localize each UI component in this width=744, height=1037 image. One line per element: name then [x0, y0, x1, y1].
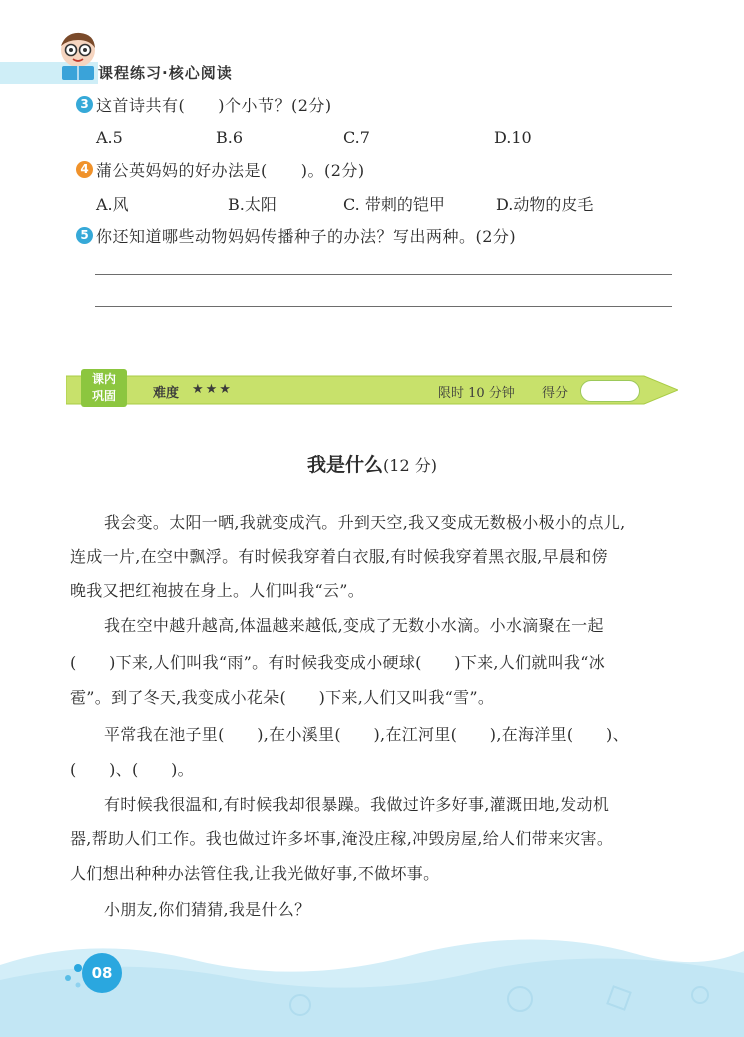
question-number-badge: 4 [76, 161, 93, 178]
time-limit: 限时 10 分钟 [438, 386, 515, 401]
passage-line: ( )下来,人们叫我“雨”。有时候我变成小硬球( )下来,人们就叫我“冰 [70, 653, 606, 672]
passage-line: 晚我又把红袍披在身上。人们叫我“云”。 [70, 581, 365, 600]
passage-line: 器,帮助人们工作。我也做过许多坏事,淹没庄稼,冲毁房屋,给人们带来灾害。 [70, 829, 614, 848]
option-c: C. 带刺的铠甲 [343, 195, 445, 214]
passage-line: 平常我在池子里( ),在小溪里( ),在江河里( ),在海洋里( )、 [104, 725, 629, 744]
answer-line[interactable] [95, 274, 672, 275]
option-b: B.太阳 [228, 195, 277, 214]
score-box[interactable] [580, 380, 640, 402]
answer-line[interactable] [95, 306, 672, 307]
option-d: D.10 [494, 128, 532, 147]
option-a: A.风 [96, 195, 129, 214]
reading-child-mascot-icon [52, 28, 104, 82]
passage-line: 有时候我很温和,有时候我却很暴躁。我做过许多好事,灌溉田地,发动机 [104, 795, 610, 814]
option-c: C.7 [343, 128, 370, 147]
passage-line: 人们想出种种办法管住我,让我光做好事,不做坏事。 [70, 864, 440, 883]
passage-line: 雹”。到了冬天,我变成小花朵( )下来,人们又叫我“雪”。 [70, 688, 495, 707]
passage-line: 小朋友,你们猜猜,我是什么？ [104, 900, 311, 919]
passage-line: 连成一片,在空中飘浮。有时候我穿着白衣服,有时候我穿着黑衣服,早晨和傍 [70, 547, 608, 566]
option-d: D.动物的皮毛 [496, 195, 594, 214]
difficulty-stars-icon: ★★★ [192, 382, 233, 397]
question-text: 这首诗共有( )个小节？(2分) [96, 96, 332, 115]
option-a: A.5 [96, 128, 123, 147]
passage-line: 我在空中越升越高,体温越来越低,变成了无数小水滴。小水滴聚在一起 [104, 616, 604, 635]
question-number-badge: 3 [76, 96, 93, 113]
question-text: 蒲公英妈妈的好办法是( )。(2分) [96, 161, 365, 180]
passage-title [0, 450, 744, 477]
header-title: 课程练习·核心阅读 [98, 64, 233, 82]
passage-title-text: 我是什么 [307, 454, 384, 476]
page-number: 08 [82, 953, 122, 993]
score-label: 得分 [542, 386, 569, 401]
question-number-badge: 5 [76, 227, 93, 244]
passage-line: ( )、( )。 [70, 760, 194, 779]
question-text: 你还知道哪些动物妈妈传播种子的办法？写出两种。(2分) [96, 227, 517, 246]
badge-line: 巩固 [91, 389, 116, 403]
passage-line: 我会变。太阳一晒,我就变成汽。升到天空,我又变成无数极小极小的点儿, [104, 513, 626, 532]
section-badge [81, 369, 127, 407]
badge-line: 课内 [91, 372, 116, 386]
difficulty-label: 难度 [153, 386, 180, 401]
option-b: B.6 [216, 128, 244, 147]
passage-points: (12 分) [383, 456, 437, 475]
